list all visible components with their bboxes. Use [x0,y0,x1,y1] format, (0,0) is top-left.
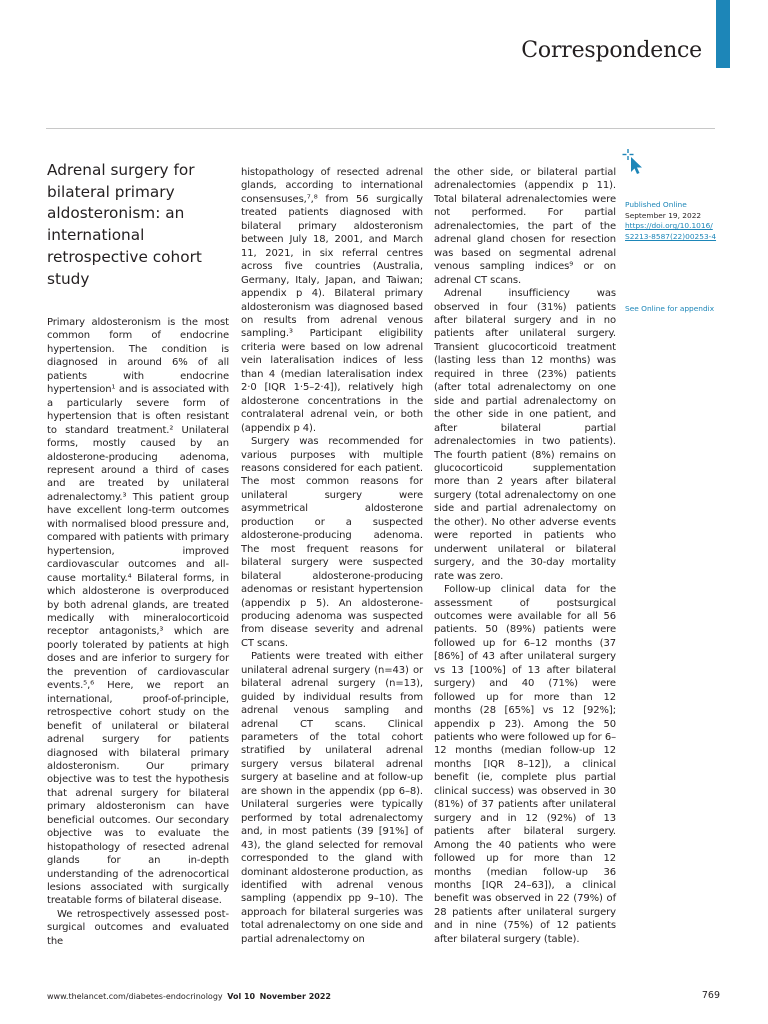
published-label: Published Online [625,200,687,209]
paragraph: Primary aldosteronism is the most common form of endocrine hypertension. The condition is diagnosed in around 6% of all patients with endocrine hypertension¹ and is associated with a particularly severe form of hypertension that is often resistant to standard treatment.² Unilateral forms, mostly caused by an aldosterone-producing adenoma, represent around a third of cases and are treated by unilateral adrenalectomy.³ This patient group have excellent long-term outcomes with normalised blood pressure and, compared with patients with primary hypertension, improved cardiovascular outcomes and all-cause mortality.⁴ Bilateral forms, in which aldosterone is overproduced by both adrenal glands, are treated medically with mineralocorticoid receptor antagonists,³ which are poorly tolerated by patients at high doses and are inferior to surgery for the prevention of cardiovascular events.⁵,⁶ Here, we report an international, proof-of-principle, retrospective cohort study on the benefit of unilateral or bilateral adrenal surgery for patients diagnosed with bilateral primary aldosteronism. Our primary objective was to test the hypothesis that adrenal surgery for bilateral primary aldosteronism can have beneficial outcomes. Our secondary objective was to evaluate the histopathology of resected adrenal glands for an in-depth understanding of the adrenocortical lesions associated with surgically treatable forms of bilateral disease. [47,317,229,907]
column-2 [241,166,423,946]
paragraph: Surgery was recommended for various purposes with multiple reasons considered for each patient. The most common reasons for unilateral surgery were asymmetrical aldosterone production or a suspected aldosterone-producing adenoma. The most frequent reasons for bilateral surgery were suspected bilateral aldosterone-producing adenomas or resistant hypertension (appendix p 5). An aldosterone-producing adenoma was suspected from disease severity and adrenal CT scans. [241,436,423,649]
section-title: Correspondence [521,38,702,63]
doi-link[interactable]: https://doi.org/10.1016/S2213-8587(22)00253-4 [625,221,717,241]
issue-date: November 2022 [259,992,331,1001]
accent-bar [716,0,730,68]
divider [46,128,715,129]
volume: Vol 10 [227,992,256,1001]
paragraph: Patients were treated with either unilateral adrenal surgery (n=43) or bilateral adrenal surgery (n=13), guided by individual results from adrenal venous sampling and adrenal CT scans. Clinical parameters of the total cohort stratified by unilateral adrenal surgery versus bilateral adrenal surgery at baseline and at follow-up are shown in the appendix (pp 6–8). Unilateral surgeries were typically performed by total adrenalectomy and, in most patients (39 [91%] of 43), the gland selected for removal corresponded to the gland with dominant aldosterone production, as identified with adrenal venous sampling (appendix pp 9–10). The approach for bilateral surgeries was total adrenalectomy on one side and partial adrenalectomy on [241,651,423,945]
page-number: 769 [701,990,720,1001]
article-title: Adrenal surgery for bilateral primary aldosteronism: an international retrospective cohort study [47,161,202,288]
column-3 [434,166,616,946]
see-online-note [625,304,717,315]
journal-url[interactable]: www.thelancet.com/diabetes-endocrinology [47,992,223,1001]
paragraph: histopathology of resected adrenal glands, according to international consensuses,⁷,⁸ from 56 surgically treated patients diagnosed with bilateral primary aldosteronism between July 18, 2001, and March 11, 2021, in six referral centres across five countries (Australia, Germany, Italy, Japan, and Taiwan; appendix p 4). Bilateral primary aldosteronism was diagnosed based on results from adrenal venous sampling.³ Participant eligibility criteria were based on low adrenal vein lateralisation indices of less than 4 (median lateralisation index 2·0 [IQR 1·5–2·4]), relatively high aldosterone concentrations in the contralateral adrenal vein, or both (appendix p 4). [241,167,423,434]
paragraph: We retrospectively assessed post-surgical outcomes and evaluated the [47,908,229,947]
paragraph: Adrenal insufficiency was observed in four (31%) patients after bilateral surgery and in no patients after unilateral surgery. Transient glucocorticoid treatment (lasting less than 12 months) was required in three (23%) patients (after total adrenalectomy on one side and partial adrenalectomy on the other side in one patient, and after bilateral partial adrenalectomies in two patients). The fourth patient (8%) remains on glucocorticoid supplementation more than 2 years after bilateral surgery (total adrenalectomy on one side and partial adrenalectomy on the other). No other adverse events were reported in patients who underwent unilateral or bilateral surgery, and the 30-day mortality rate was zero. [434,288,616,582]
see-online-link[interactable]: See Online for appendix [625,304,715,313]
published-online-note [625,200,717,242]
crossmark-cursor-icon[interactable] [622,148,644,176]
published-date: September 19, 2022 [625,210,702,220]
paragraph: Follow-up clinical data for the assessment of postsurgical outcomes were available for all 56 patients. 50 (89%) patients were followed up for 6–12 months (37 [86%] of 43 after unilateral surgery vs 13 [100%] of 13 after bilateral surgery) and 40 (71%) were followed up for more than 12 months (28 [65%] vs 12 [92%]; appendix p 23). Among the 50 patients who were followed up for 6–12 months (median follow-up 12 months [IQR 8–12]), a clinical benefit (ie, complete plus partial clinical success) was observed in 30 (81%) of 37 patients after unilateral surgery and in 12 (92%) of 13 patients after bilateral surgery. Among the 40 patients who were followed up for more than 12 months (median follow-up 36 months [IQR 24–63]), a clinical benefit was observed in 22 (79%) of 28 patients after unilateral surgery and in nine (75%) of 12 patients after bilateral surgery (table). [434,584,616,945]
column-1 [47,316,229,948]
paragraph: the other side, or bilateral partial adrenalectomies (appendix p 11). Total bilateral adrenalectomies were not performed. For partial adrenalectomies, the part of the adrenal gland chosen for resection was based on segmental adrenal venous sampling indices⁹ or on adrenal CT scans. [434,167,616,286]
footer [47,992,331,1001]
